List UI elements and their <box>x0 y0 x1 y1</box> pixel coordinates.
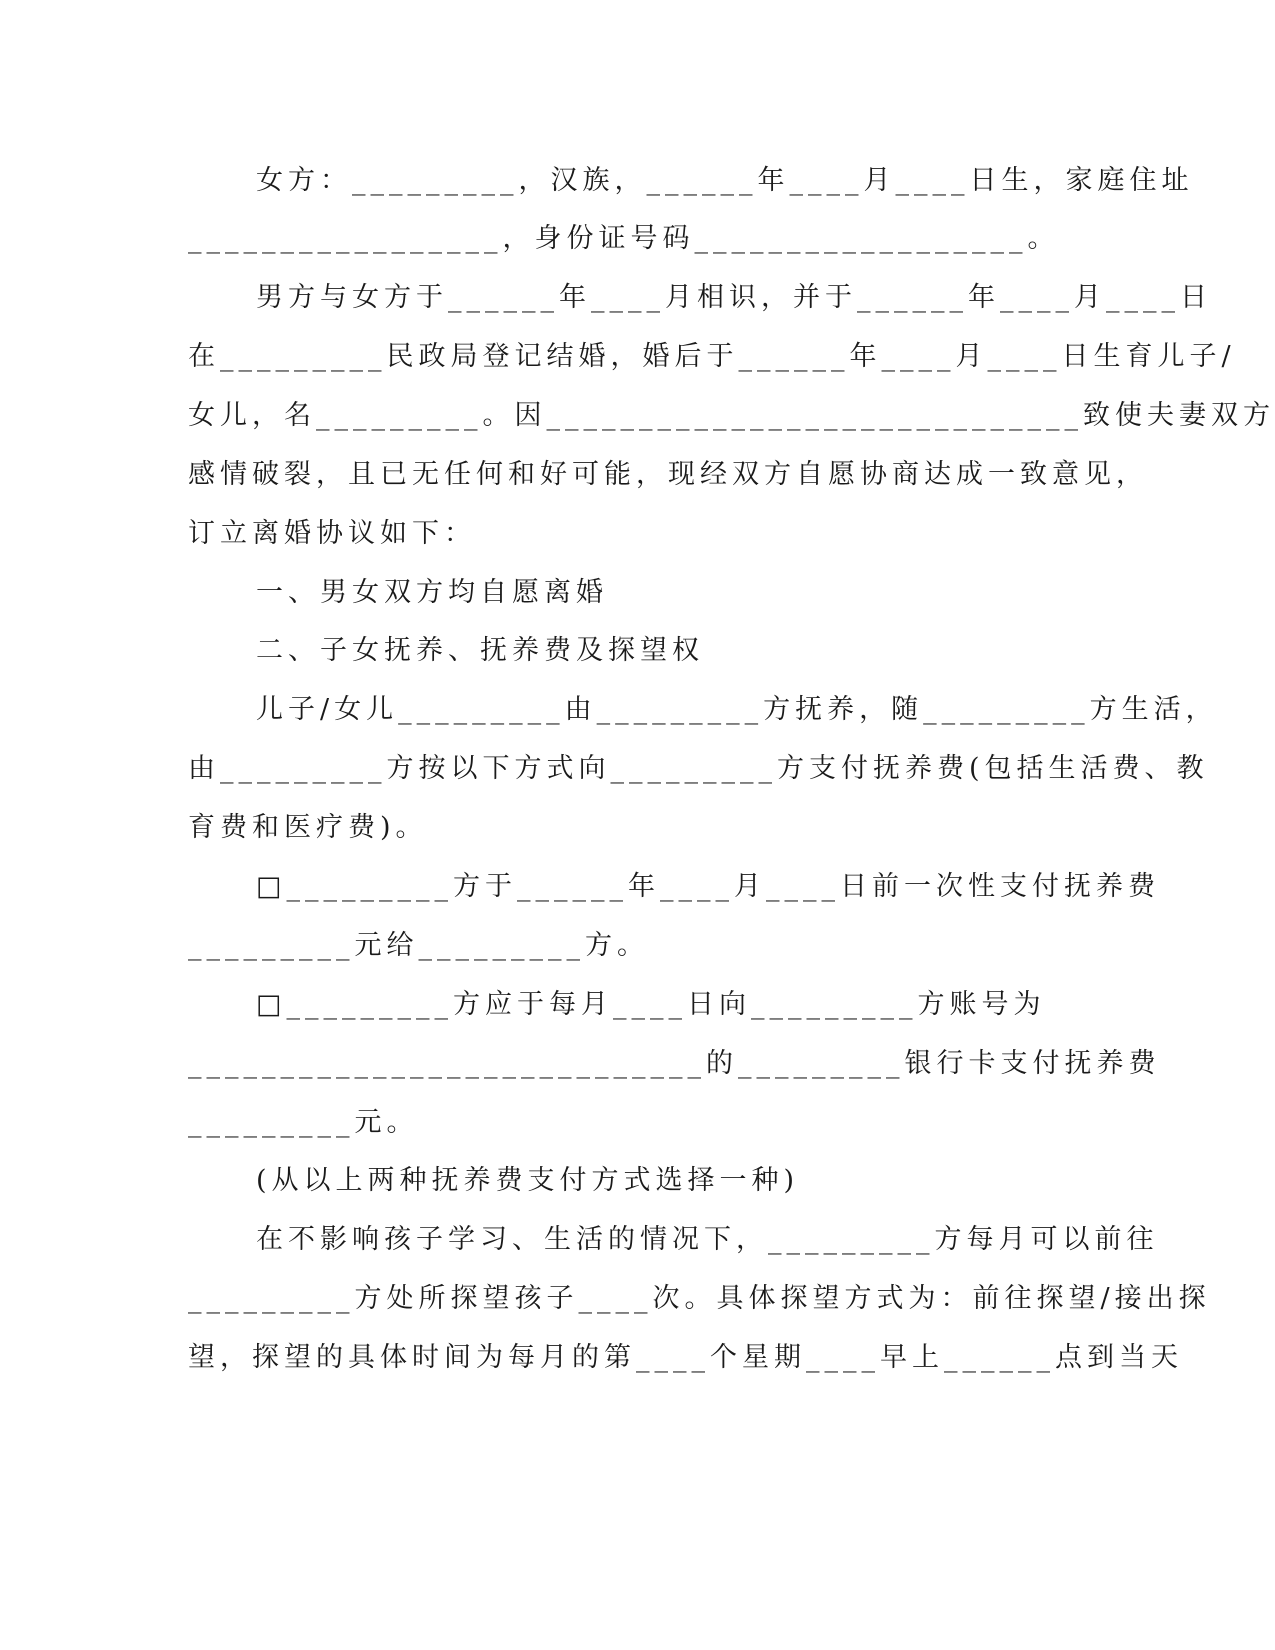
text-line: 女方：_________，汉族，______年____月____日生，家庭住址 <box>256 165 1194 196</box>
section-heading: 一、男女双方均自愿离婚 <box>256 577 608 608</box>
option-line: □_________方于______年____月____日前一次性支付抚养费 <box>256 871 1161 902</box>
option-line: □_________方应于每月____日向_________方账号为 <box>256 989 1046 1020</box>
text-line: _________方处所探望孩子____次。具体探望方式为：前往探望/接出探 <box>188 1283 1211 1314</box>
text-line: _________元给_________方。 <box>188 930 649 961</box>
text-line: 订立离婚协议如下： <box>188 518 476 549</box>
text-line: 男方与女方于______年____月相识，并于______年____月____日 <box>256 282 1212 313</box>
text-line: _________________，身份证号码__________________。 <box>188 223 1060 254</box>
text-line: 由_________方按以下方式向_________方支付抚养费(包括生活费、教 <box>188 753 1209 784</box>
text-line: 儿子/女儿_________由_________方抚养，随_________方生活， <box>256 694 1218 725</box>
text-line: 在不影响孩子学习、生活的情况下，_________方每月可以前往 <box>256 1224 1159 1255</box>
text-line: ____________________________的_________银行卡支付抚养费 <box>188 1048 1161 1079</box>
text-line: 感情破裂，且已无任何和好可能，现经双方自愿协商达成一致意见， <box>188 459 1148 490</box>
section-heading: 二、子女抚养、抚养费及探望权 <box>256 635 704 666</box>
note-line: (从以上两种抚养费支付方式选择一种) <box>256 1165 800 1196</box>
text-line: 育费和医疗费)。 <box>188 812 428 843</box>
text-line: 女儿，名_________。因_____________________________致使夫妻双方 <box>188 400 1275 431</box>
text-line: 望，探望的具体时间为每月的第____个星期____早上______点到当天 <box>188 1342 1183 1373</box>
text-line: _________元。 <box>188 1107 419 1138</box>
text-line: 在_________民政局登记结婚，婚后于______年____月____日生育儿子/ <box>188 341 1236 372</box>
